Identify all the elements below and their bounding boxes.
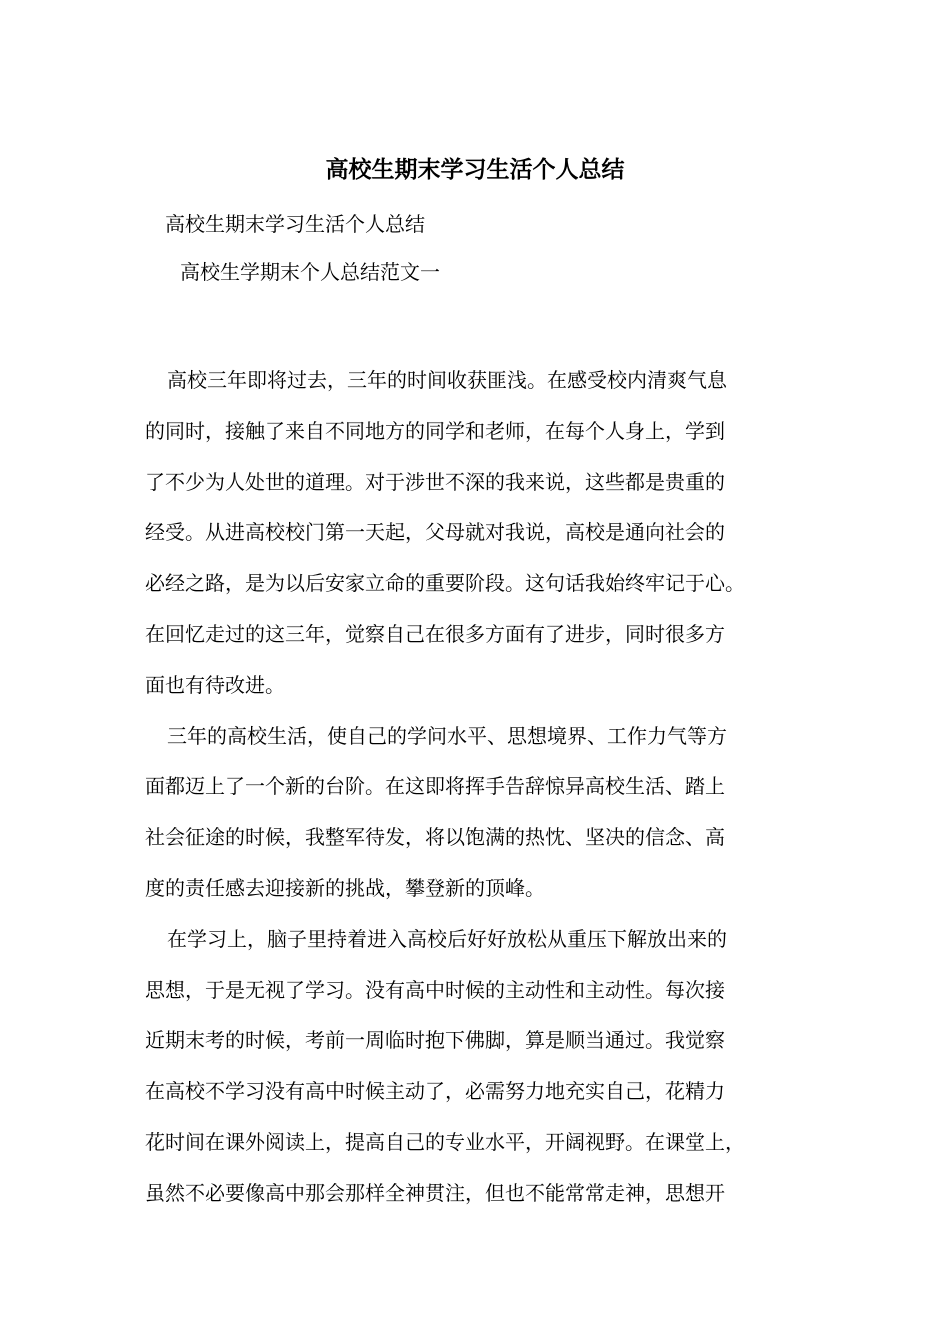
paragraph-line: 思想，于是无视了学习。没有高中时候的主动性和主动性。每次接 (145, 977, 725, 1002)
paragraph-line: 虽然不必要像高中那会那样全神贯注，但也不能常常走神，思想开 (145, 1180, 725, 1205)
document-subtitle-2: 高校生学期末个人总结范文一 (180, 260, 440, 284)
document-subtitle: 高校生期末学习生活个人总结 (165, 212, 425, 236)
paragraph-line: 近期末考的时候，考前一周临时抱下佛脚，算是顺当通过。我觉察 (145, 1028, 725, 1053)
document-title: 高校生期末学习生活个人总结 (325, 156, 625, 183)
paragraph-line: 花时间在课外阅读上，提高自己的专业水平，开阔视野。在课堂上， (145, 1129, 745, 1154)
paragraph-line: 了不少为人处世的道理。对于涉世不深的我来说，这些都是贵重的 (145, 469, 725, 494)
document-body (145, 355, 825, 1219)
paragraph-line: 面也有待改进。 (145, 672, 285, 697)
paragraph-line: 在高校不学习没有高中时候主动了，必需努力地充实自己，花精力 (145, 1079, 725, 1104)
paragraph-3 (145, 914, 825, 1219)
paragraph-line: 必经之路，是为以后安家立命的重要阶段。这句话我始终牢记于心。 (145, 571, 745, 596)
paragraph-line: 社会征途的时候，我整军待发，将以饱满的热忱、坚决的信念、高 (145, 825, 725, 850)
paragraph-line: 经受。从进高校校门第一天起，父母就对我说，高校是通向社会的 (145, 520, 725, 545)
paragraph-line: 面都迈上了一个新的台阶。在这即将挥手告辞惊异高校生活、踏上 (145, 774, 725, 799)
paragraph-line: 三年的高校生活，使自己的学问水平、思想境界、工作力气等方 (167, 723, 727, 748)
paragraph-line: 在学习上，脑子里持着进入高校后好好放松从重压下解放出来的 (167, 926, 727, 951)
paragraph-1 (145, 355, 825, 711)
paragraph-line: 在回忆走过的这三年，觉察自己在很多方面有了进步，同时很多方 (145, 621, 725, 646)
paragraph-line: 度的责任感去迎接新的挑战，攀登新的顶峰。 (145, 875, 545, 900)
paragraph-2 (145, 711, 825, 914)
paragraph-line: 的同时，接触了来自不同地方的同学和老师，在每个人身上，学到 (145, 418, 725, 443)
paragraph-line: 高校三年即将过去，三年的时间收获匪浅。在感受校内清爽气息 (167, 368, 727, 392)
